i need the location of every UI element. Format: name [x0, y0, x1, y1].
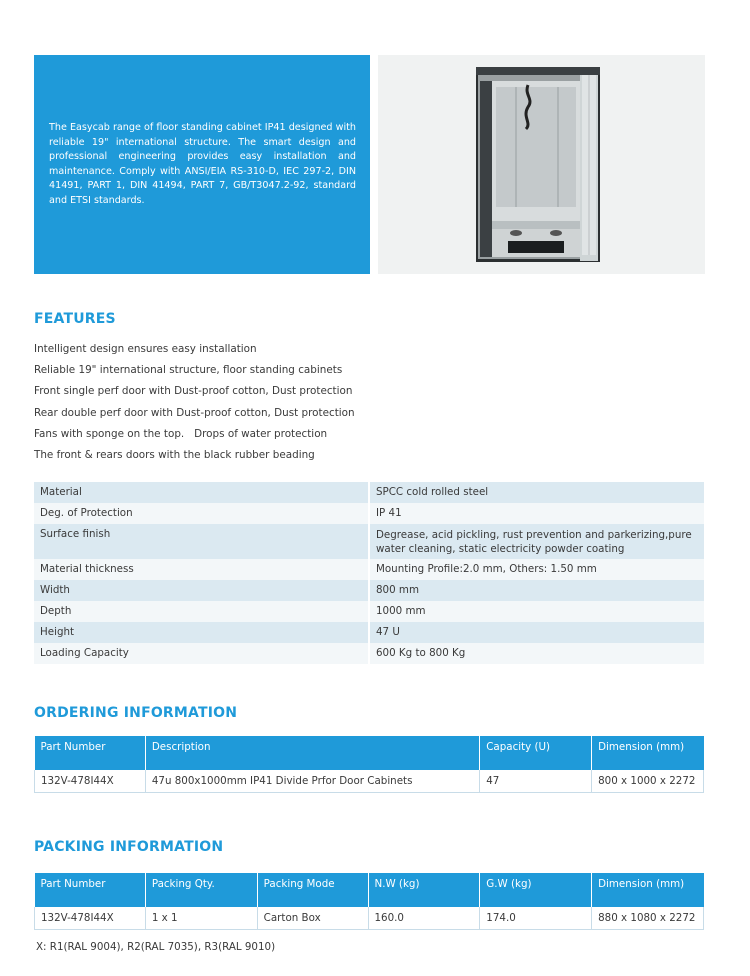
spec-value: SPCC cold rolled steel — [369, 482, 704, 503]
intro-text: The Easycab range of floor standing cabinet IP41 designed with reliable 19" international structure. The smart design and professional engineering provides easy installation and maintenance. Comply with ANSI/EIA RS-310-D, IEC 297-2, DIN 41491, PART 1, DIN 41494, PART 7, GB/T3047.2-92, standard and ETSI standards. — [49, 122, 356, 206]
ordering-table — [34, 736, 704, 793]
spec-table — [34, 482, 704, 664]
list-item: Front single perf door with Dust-proof cotton, Dust protection — [34, 385, 353, 398]
color-footnote: X: R1(RAL 9004), R2(RAL 7035), R3(RAL 9010) — [36, 941, 276, 953]
column-header: Dimension (mm) — [592, 736, 704, 770]
column-header: Capacity (U) — [480, 736, 592, 770]
list-item: Reliable 19" international structure, floor standing cabinets — [34, 364, 343, 377]
spec-value: 47 U — [369, 622, 704, 643]
table-cell: 132V-478I44X — [35, 770, 146, 793]
table-cell: 1 x 1 — [145, 907, 257, 930]
spec-key: Width — [34, 580, 369, 601]
table-row — [34, 601, 704, 622]
spec-value: 600 Kg to 800 Kg — [369, 643, 704, 664]
features-list — [34, 342, 355, 469]
column-header: Packing Qty. — [145, 873, 257, 907]
table-cell: 132V-478I44X — [35, 907, 146, 930]
spec-value: 1000 mm — [369, 601, 704, 622]
table-cell: 174.0 — [480, 907, 592, 930]
list-item: Intelligent design ensures easy installation — [34, 343, 257, 355]
table-row — [34, 503, 704, 524]
list-item: Rear double perf door with Dust-proof cotton, Dust protection — [34, 406, 355, 419]
spec-key: Height — [34, 622, 369, 643]
spec-value: Mounting Profile:2.0 mm, Others: 1.50 mm — [369, 559, 704, 580]
table-header-row — [35, 736, 704, 770]
table-cell: Carton Box — [257, 907, 368, 930]
spec-value: 800 mm — [369, 580, 704, 601]
table-row — [35, 907, 704, 930]
column-header: Dimension (mm) — [592, 873, 704, 907]
column-header: Part Number — [35, 736, 146, 770]
table-row — [34, 622, 704, 643]
table-cell: 800 x 1000 x 2272 — [592, 770, 704, 793]
table-cell: 47 — [480, 770, 592, 793]
packing-title: PACKING INFORMATION — [34, 839, 224, 855]
list-item: The front & rears doors with the black rubber beading — [34, 448, 315, 461]
spec-key: Loading Capacity — [34, 643, 369, 664]
features-title: FEATURES — [34, 311, 116, 327]
spec-value: IP 41 — [369, 503, 704, 524]
spec-value: Degrease, acid pickling, rust prevention and parkerizing,pure water cleaning, static electricity powder coating — [369, 524, 704, 559]
table-row — [35, 770, 704, 793]
column-header: Description — [145, 736, 479, 770]
table-row — [34, 524, 704, 559]
intro-box — [34, 55, 370, 274]
column-header: G.W (kg) — [480, 873, 592, 907]
spec-key: Deg. of Protection — [34, 503, 369, 524]
table-row — [34, 482, 704, 503]
column-header: Packing Mode — [257, 873, 368, 907]
spec-key: Material thickness — [34, 559, 369, 580]
column-header: Part Number — [35, 873, 146, 907]
list-item: Fans with sponge on the top. Drops of water protection — [34, 427, 328, 440]
cabinet-image — [476, 65, 606, 265]
table-row — [34, 580, 704, 601]
spec-key: Material — [34, 482, 369, 503]
ordering-title: ORDERING INFORMATION — [34, 705, 238, 721]
table-cell: 880 x 1080 x 2272 — [592, 907, 704, 930]
table-cell: 47u 800x1000mm IP41 Divide Prfor Door Cabinets — [145, 770, 479, 793]
table-row — [34, 559, 704, 580]
packing-table — [34, 873, 704, 930]
spec-key: Surface finish — [34, 524, 369, 559]
table-cell: 160.0 — [368, 907, 480, 930]
table-header-row — [35, 873, 704, 907]
table-row — [34, 643, 704, 664]
column-header: N.W (kg) — [368, 873, 480, 907]
spec-key: Depth — [34, 601, 369, 622]
product-photo-panel — [378, 55, 705, 274]
